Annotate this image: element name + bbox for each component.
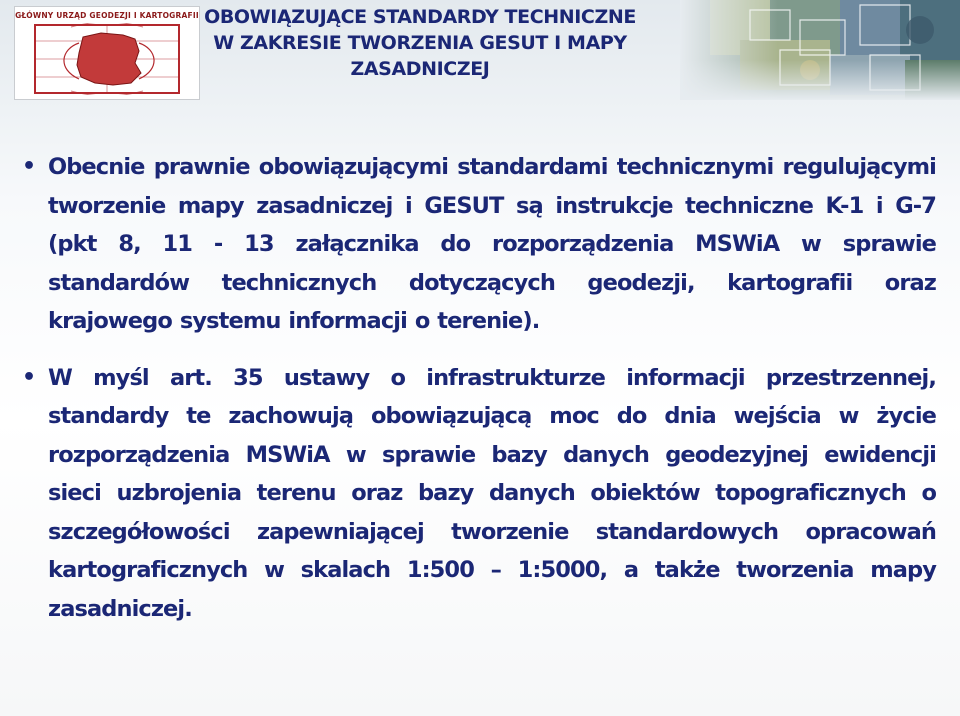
gugik-logo bbox=[14, 6, 200, 100]
bullet-icon: • bbox=[22, 154, 36, 179]
logo-text: GŁÓWNY URZĄD GEODEZJI I KARTOGRAFII bbox=[15, 11, 199, 20]
satellite-imagery-banner bbox=[650, 0, 960, 100]
slide-title bbox=[190, 4, 650, 82]
bullet-text-2: W myśl art. 35 ustawy o infrastrukturze informacji przestrzennej, standardy te zachowują obowiązującą moc do dnia wejścia w życie rozporządzenia MSWiA w sprawie bazy danych geodezyjnej ewidencji sieci uzbrojenia terenu oraz bazy danych obiektów topograficznych o szczegółowości zapewniającej tworzenie standardowych opracowań kartograficznych w skalach 1:500 – 1:5000, a także tworzenia mapy zasadniczej. bbox=[48, 364, 936, 622]
bullet-text-1: Obecnie prawnie obowiązującymi standardami technicznymi regulującymi tworzenie mapy zasadniczej i GESUT są instrukcje techniczne K-1 i G-7 (pkt 8, 11 - 13 załącznika do rozporządzenia MSWiA w sprawie standardów technicznych dotyczących geodezji, kartografii oraz krajowego systemu informacji o terenie). bbox=[48, 154, 936, 334]
title-line-1: OBOWIĄZUJĄCE STANDARDY TECHNICZNE bbox=[204, 6, 636, 28]
bullet-item-1 bbox=[20, 148, 936, 341]
bullet-icon: • bbox=[22, 364, 36, 390]
poland-map-icon bbox=[31, 23, 183, 95]
title-line-2: W ZAKRESIE TWORZENIA GESUT I MAPY bbox=[213, 32, 627, 54]
bullet-item-2 bbox=[20, 359, 936, 629]
slide-content bbox=[20, 148, 936, 646]
title-line-3: ZASADNICZEJ bbox=[350, 58, 490, 80]
